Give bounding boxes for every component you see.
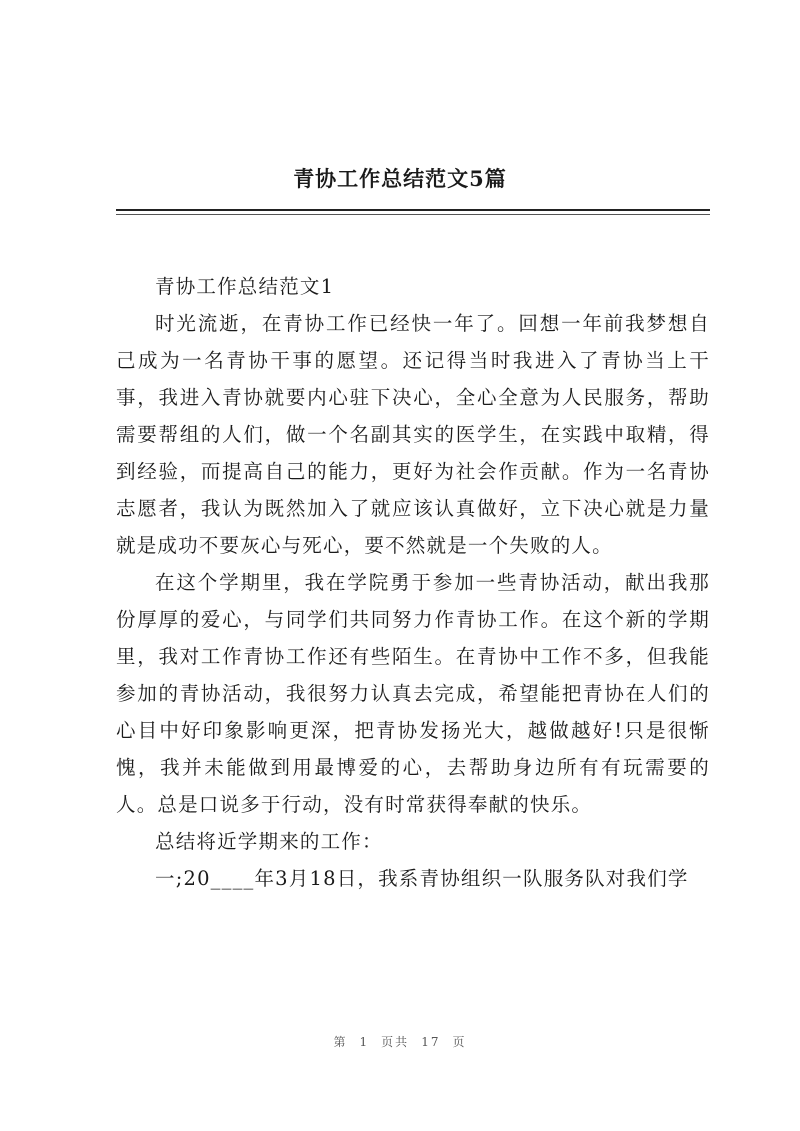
footer-suffix: 页 <box>452 1035 467 1049</box>
paragraph: 总结将近学期来的工作： <box>155 830 383 853</box>
title-divider-thick <box>116 209 710 211</box>
title-divider-thin <box>116 214 710 215</box>
document-body <box>116 268 710 897</box>
page-footer <box>0 1033 800 1050</box>
paragraph: 一;20____年3月18日，我系青协组织一队服务队对我们学 <box>155 867 689 890</box>
section-heading: 青协工作总结范文1 <box>155 275 335 298</box>
document-title: 青协工作总结范文5篇 <box>293 166 507 191</box>
footer-page-number: 1 <box>359 1035 370 1049</box>
footer-total-pages: 17 <box>421 1035 441 1049</box>
footer-prefix: 第 <box>333 1035 348 1049</box>
paragraph: 在这个学期里，我在学院勇于参加一些青协活动，献出我那份厚厚的爱心，与同学们共同努力作青协工作。在这个新的学期里，我对工作青协工作还有些陌生。在青协中工作不多，但我能参加的青协活动，我很努力认真去完成，希望能把青协在人们的心目中好印象影响更深，把青协发扬光大，越做越好!只是很惭愧，我并未能做到用最博爱的心，去帮助身边所有有玩需要的人。总是口说多于行动，没有时常获得奉献的快乐。 <box>116 571 710 816</box>
footer-middle: 页共 <box>381 1035 410 1049</box>
paragraph: 时光流逝，在青协工作已经快一年了。回想一年前我梦想自己成为一名青协干事的愿望。还记得当时我进入了青协当上干事，我进入青协就要内心驻下决心，全心全意为人民服务，帮助需要帮组的人们，做一个名副其实的医学生，在实践中取精，得到经验，而提高自己的能力，更好为社会作贡献。作为一名青协志愿者，我认为既然加入了就应该认真做好，立下决心就是力量就是成功不要灰心与死心，要不然就是一个失败的人。 <box>116 312 710 557</box>
